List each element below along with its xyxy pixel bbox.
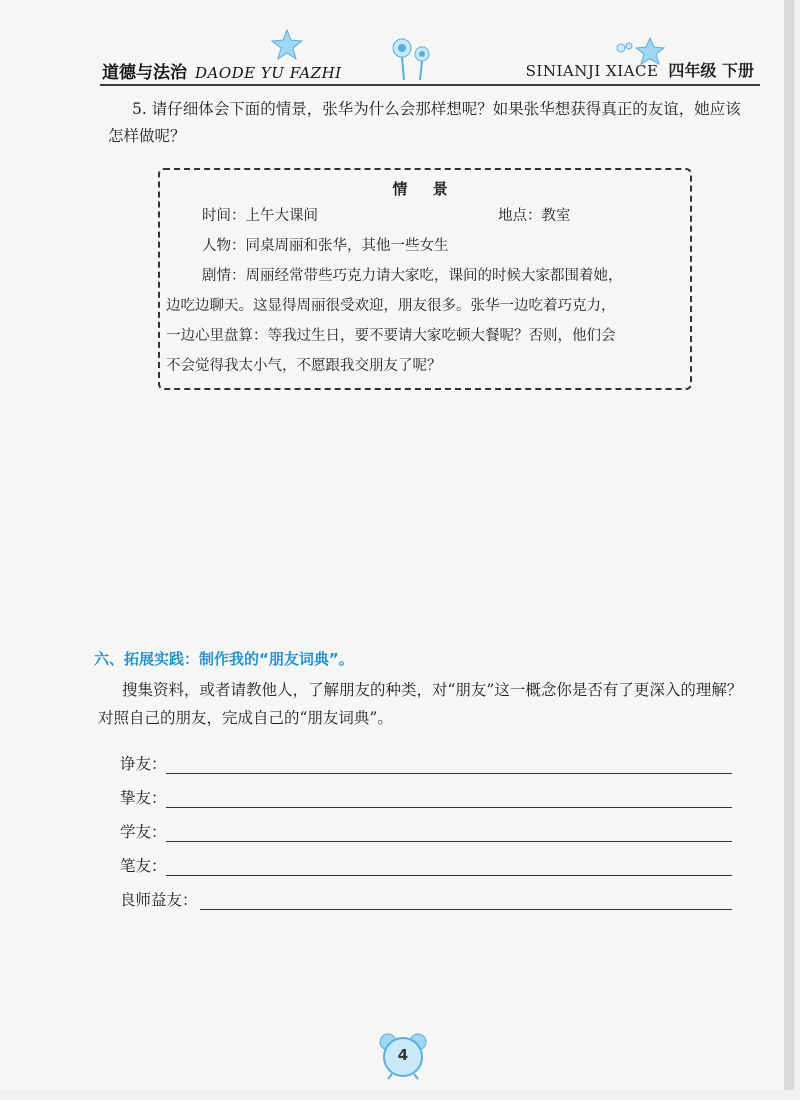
dictionary-entry[interactable] <box>120 886 740 912</box>
entry-label: 挚友： <box>120 789 167 807</box>
entry-label: 诤友： <box>120 755 167 773</box>
section-6-title: 六、拓展实践：制作我的“朋友词典”。 <box>94 650 354 668</box>
answer-line[interactable] <box>166 875 732 876</box>
scene-box <box>158 168 692 390</box>
entry-label: 学友： <box>120 823 167 841</box>
answer-line[interactable] <box>166 807 732 808</box>
scene-plot-line: 一边心里盘算：等我过生日，要不要请大家吃顿大餐呢？否则，他们会 <box>166 328 616 344</box>
section-6-instructions: 搜集资料，或者请教他人，了解朋友的种类，对“朋友”这一概念你是否有了更深入的理解？对照自己的朋友，完成自己的“朋友词典”。 <box>98 681 743 727</box>
entry-label: 笔友： <box>120 857 167 875</box>
grade-pinyin: SINIANJI XIACE <box>525 62 659 80</box>
dictionary-entry[interactable] <box>120 784 740 810</box>
scene-people: 人物：同桌周丽和张华，其他一些女生 <box>202 238 449 254</box>
dictionary-entry[interactable] <box>120 818 740 844</box>
subject-title <box>102 58 342 83</box>
entry-label: 良师益友： <box>120 891 198 909</box>
scene-place: 地点：教室 <box>498 208 571 224</box>
grade-title <box>526 58 754 81</box>
answer-line[interactable] <box>166 773 732 774</box>
page-header <box>100 52 760 88</box>
dictionary-entry[interactable] <box>120 750 740 776</box>
header-divider <box>100 84 760 86</box>
grade-label: 四年级 下册 <box>668 61 754 80</box>
answer-line[interactable] <box>200 909 732 910</box>
answer-line[interactable] <box>166 841 732 842</box>
page-number: 4 <box>397 1046 409 1064</box>
scene-time: 时间：上午大课间 <box>202 208 318 224</box>
scene-plot-line: 剧情：周丽经常带些巧克力请大家吃，课间的时候大家都围着她， <box>202 268 623 284</box>
page-footer <box>376 1030 430 1080</box>
scene-title: 情 景 <box>392 180 458 198</box>
scene-plot-line: 不会觉得我太小气，不愿跟我交朋友了呢？ <box>166 358 442 374</box>
scene-plot-line: 边吃边聊天。这显得周丽很受欢迎，朋友很多。张华一边吃着巧克力， <box>166 298 616 314</box>
subject-pinyin: DAODE YU FAZHI <box>195 64 342 82</box>
dictionary-entry[interactable] <box>120 852 740 878</box>
question-5: 5. 请仔细体会下面的情景，张华为什么会那样想呢？如果张华想获得真正的友谊，她应该怎样做呢？ <box>108 100 741 145</box>
subject-name: 道德与法治 <box>102 63 187 83</box>
